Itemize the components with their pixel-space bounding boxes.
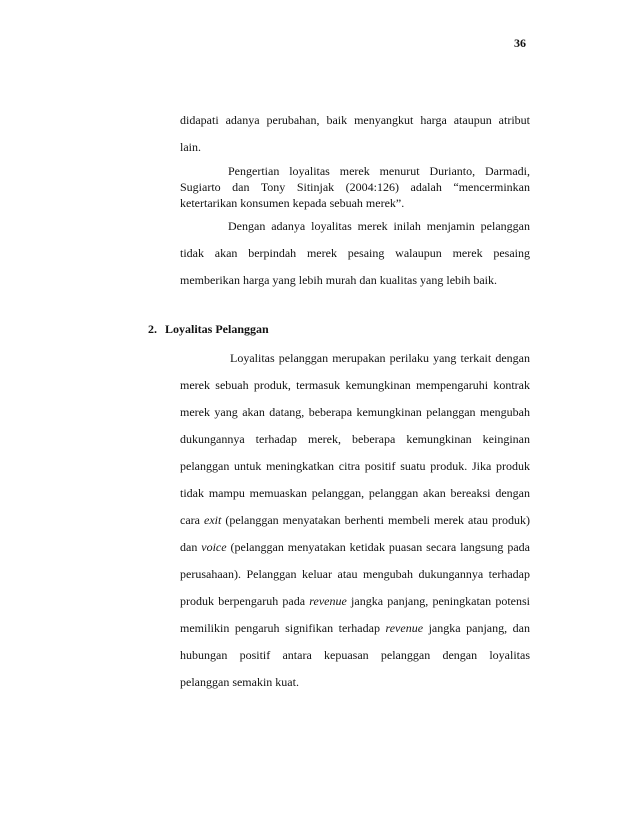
text-run: jangka panjang, peningkatan potensi	[346, 594, 530, 608]
text-run: (pelanggan menyatakan berhenti membeli merek atau produk)	[221, 513, 530, 527]
section-number: 2.	[148, 322, 157, 336]
section-title: Loyalitas Pelanggan	[165, 322, 269, 336]
text-line: perusahaan). Pelanggan keluar atau mengubah dukungannya terhadap	[180, 567, 530, 581]
text-run: cara	[180, 513, 204, 527]
text-line: Pengertian loyalitas merek menurut Durianto, Darmadi,	[228, 164, 530, 178]
text-line: pelanggan semakin kuat.	[180, 675, 299, 689]
paragraph-brand-loyalty	[180, 218, 530, 288]
text-line: didapati adanya perubahan, baik menyangkut harga ataupun atribut	[180, 113, 530, 127]
italic-term-revenue: revenue	[309, 594, 347, 608]
text-run: dan	[180, 540, 202, 554]
italic-term-exit: exit	[204, 513, 222, 527]
page-number: 36	[514, 36, 526, 50]
text-run: (pelanggan menyatakan ketidak puasan secara langsung pada	[226, 540, 530, 554]
section-heading	[148, 322, 269, 337]
text-line: Sugiarto dan Tony Sitinjak (2004:126) adalah “mencerminkan	[180, 180, 530, 194]
paragraph-customer-loyalty	[180, 350, 530, 690]
text-line: Loyalitas pelanggan merupakan perilaku yang terkait dengan	[230, 351, 530, 365]
text-line: tidak mampu memuaskan pelanggan, pelanggan akan bereaksi dengan	[180, 486, 530, 500]
text-line: dukungannya terhadap merek, beberapa kemungkinan keinginan	[180, 432, 530, 446]
text-line	[180, 593, 530, 609]
text-line: tidak akan berpindah merek pesaing walaupun merek pesaing	[180, 246, 530, 260]
text-line: ketertarikan konsumen kepada sebuah merek”.	[180, 196, 405, 210]
italic-term-revenue: revenue	[385, 621, 424, 635]
text-line: hubungan positif antara kepuasan pelanggan dengan loyalitas	[180, 648, 530, 662]
text-line: merek sebuah produk, termasuk kemungkinan mempengaruhi kontrak	[180, 378, 530, 392]
paragraph-continuation	[180, 112, 530, 155]
text-line: memberikan harga yang lebih murah dan kualitas yang lebih baik.	[180, 273, 498, 287]
text-line: pelanggan untuk meningkatkan citra positif suatu produk. Jika produk	[180, 459, 530, 473]
text-line: Dengan adanya loyalitas merek inilah menjamin pelanggan	[228, 219, 530, 233]
text-line: merek yang akan datang, beberapa kemungkinan pelanggan mengubah	[180, 405, 530, 419]
text-run: jangka panjang, dan	[423, 621, 530, 635]
text-line	[180, 620, 530, 636]
text-run: memilikin pengaruh signifikan terhadap	[180, 621, 386, 635]
text-run: produk berpengaruh pada	[180, 594, 310, 608]
text-line	[180, 512, 530, 528]
text-line: lain.	[180, 140, 201, 154]
paragraph-definition	[180, 163, 530, 211]
text-line	[180, 539, 530, 555]
italic-term-voice: voice	[201, 540, 227, 554]
